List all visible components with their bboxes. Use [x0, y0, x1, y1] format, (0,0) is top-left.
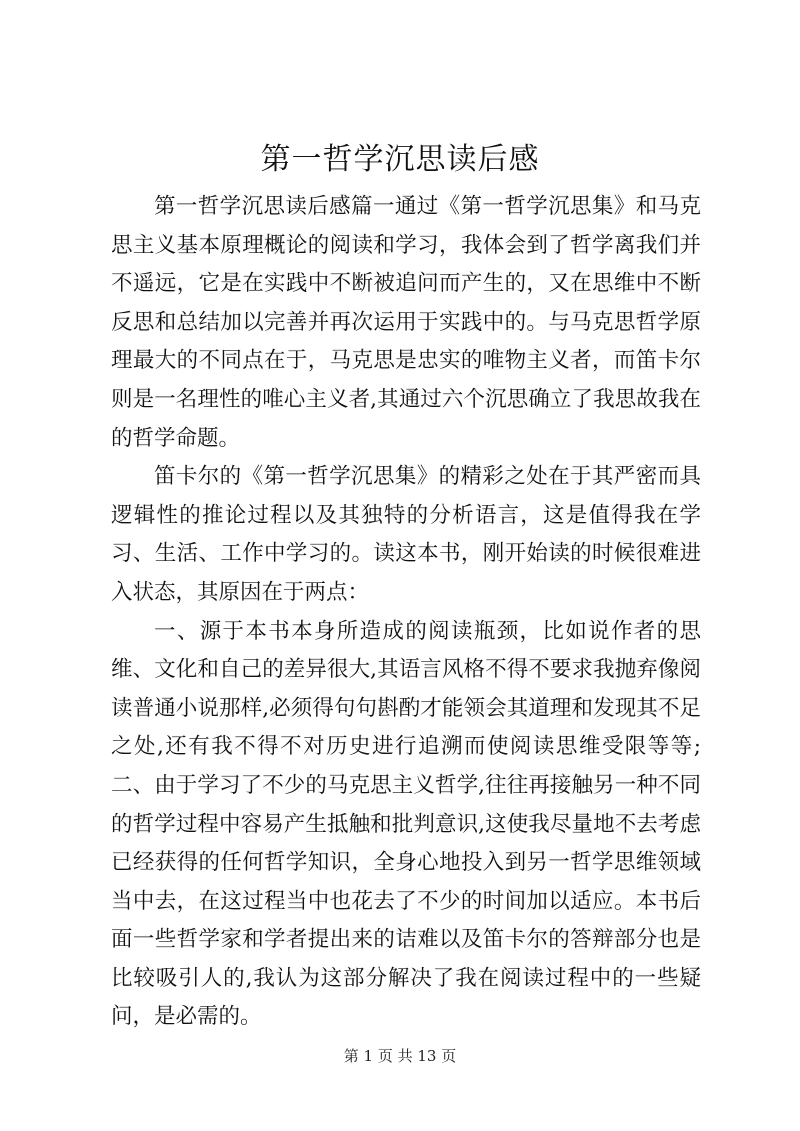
- page-footer: 第 1 页 共 13 页: [343, 1047, 457, 1065]
- paragraph-1: 第一哲学沉思读后感篇一通过《第一哲学沉思集》和马克思主义基本原理概论的阅读和学习，我体会到了哲学离我们并不遥远，它是在实践中不断被追问而产生的，又在思维中不断反思和总结加以完善并再次运用于实践中的。与马克思哲学原理最大的不同点在于，马克思是忠实的唯物主义者，而笛卡尔则是一名理性的唯心主义者,其通过六个沉思确立了我思故我在的哲学命题。: [111, 194, 701, 451]
- page-title: 第一哲学沉思读后感: [260, 142, 540, 177]
- paragraph-3: 一、源于本书本身所造成的阅读瓶颈，比如说作者的思维、文化和自己的差异很大,其语言风格不得不要求我抛弃像阅读普通小说那样,必须得句句斟酌才能领会其道理和发现其不足之处,还有我不得不对历史进行追溯而使阅读思维受限等等;二、由于学习了不少的马克思主义哲学,往往再接触另一种不同的哲学过程中容易产生抵触和批判意识,这使我尽量地不去考虑已经获得的任何哲学知识，全身心地投入到另一哲学思维领域当中去，在这过程当中也花去了不少的时间加以适应。本书后面一些哲学家和学者提出来的诘难以及笛卡尔的答辩部分也是比较吸引人的,我认为这部分解决了我在阅读过程中的一些疑问，是必需的。: [111, 618, 701, 1030]
- document-body: [111, 188, 701, 1037]
- paragraph-2: 笛卡尔的《第一哲学沉思集》的精彩之处在于其严密而具逻辑性的推论过程以及其独特的分析语言，这是值得我在学习、生活、工作中学习的。读这本书，刚开始读的时候很难进入状态，其原因在于两点：: [111, 464, 701, 605]
